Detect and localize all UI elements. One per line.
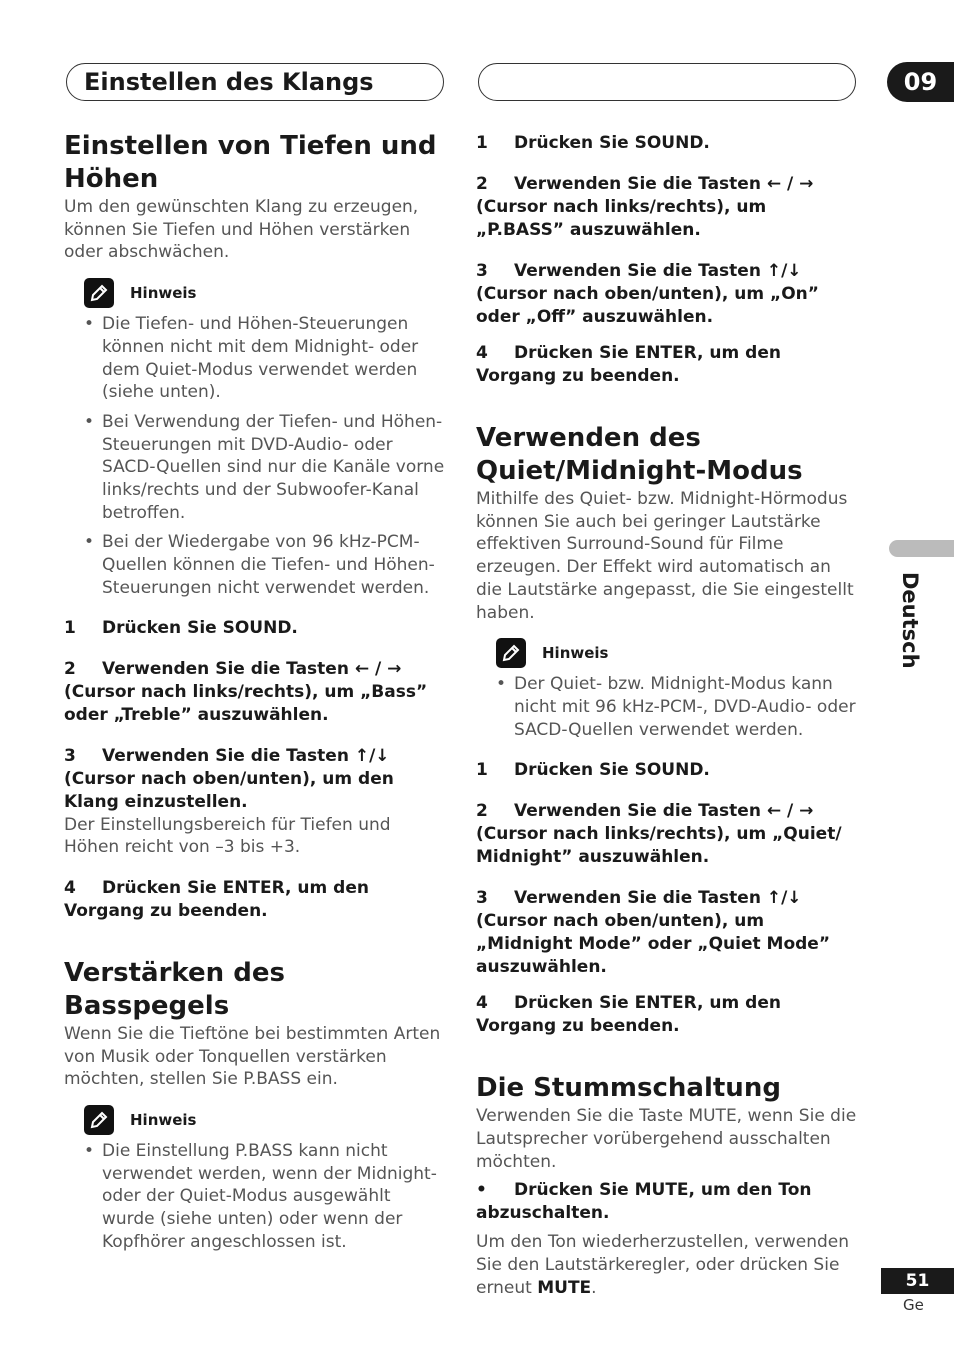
pbass-step-2 [476, 173, 858, 242]
step-number: 3 [476, 888, 488, 909]
note-header [84, 1105, 446, 1135]
pencil-note-icon [84, 1105, 114, 1135]
step-4 [64, 877, 446, 923]
step-number: 2 [476, 801, 488, 822]
step-text: Verwenden Sie die Tasten ↑/↓ (Cursor nach oben/unten), um „Midnight Mode” oder „Quiet Mode” auszuwählen. [476, 888, 830, 978]
note-item: • Bei der Wiedergabe von 96 kHz-PCM-Quellen können die Tiefen- und Höhen-Steuerungen nicht verwendet werden. [64, 531, 446, 599]
note-list [476, 673, 858, 741]
chapter-badge: 09 [887, 62, 954, 102]
language-label: Deutsch [898, 572, 922, 669]
section-intro: Verwenden Sie die Taste MUTE, wenn Sie die Lautsprecher vorübergehend ausschalten möchten. [476, 1106, 857, 1172]
note-list [64, 313, 446, 599]
note-label: Hinweis [542, 644, 609, 663]
note-header [496, 638, 858, 668]
mute-outro-text: Um den Ton wiederherzustellen, verwenden Sie den Lautstärkeregler, oder drücken Sie erneut [476, 1232, 849, 1298]
note-label: Hinweis [130, 1111, 197, 1130]
step-text: Drücken Sie SOUND. [514, 760, 710, 781]
step-1 [64, 617, 446, 640]
note-item: • Die Tiefen- und Höhen-Steuerungen können nicht mit dem Midnight- oder dem Quiet-Modus verwendet werden (siehe unten). [64, 313, 446, 404]
right-column [476, 132, 858, 1300]
quiet-step-2 [476, 800, 858, 869]
note-item: • Bei Verwendung der Tiefen- und Höhen-Steuerungen mit DVD-Audio- oder SACD-Quellen sind nur die Kanäle vorne links/rechts und der Subwoofer-Kanal betroffen. [64, 411, 446, 525]
mute-outro-end: . [591, 1277, 597, 1298]
section-intro: Wenn Sie die Tieftöne bei bestimmten Arten von Musik oder Tonquellen verstärken möchten, stellen Sie P.BASS ein. [64, 1023, 441, 1090]
mute-step [476, 1179, 858, 1225]
section-header-title: Einstellen des Klangs [84, 68, 374, 96]
step-text: Verwenden Sie die Tasten ← / → (Cursor nach links/rechts), um „Quiet/ Midnight” auszuwählen. [476, 801, 842, 868]
step-text: Drücken Sie ENTER, um den Vorgang zu beenden. [476, 993, 781, 1037]
section-intro: Um den gewünschten Klang zu erzeugen, können Sie Tiefen und Höhen verstärken oder abschwächen. [64, 197, 419, 263]
step-text: Verwenden Sie die Tasten ↑/↓ (Cursor nach oben/unten), um den Klang einzustellen. [64, 745, 394, 812]
page-language-code: Ge [903, 1296, 924, 1314]
pencil-note-icon [496, 638, 526, 668]
step-number: 4 [64, 877, 76, 898]
pbass-step-3 [476, 260, 858, 329]
step-text: Verwenden Sie die Tasten ← / → (Cursor nach links/rechts), um „Bass” oder „Treble” auszuwählen. [64, 658, 428, 725]
section-title-treble-bass: Einstellen von Tiefen und Höhen [64, 131, 437, 194]
step-number: 4 [476, 993, 488, 1014]
note-item: • Der Quiet- bzw. Midnight-Modus kann nicht mit 96 kHz-PCM-, DVD-Audio- oder SACD-Quellen verwendet werden. [476, 673, 858, 741]
step-number: 4 [476, 343, 488, 363]
section-intro: Mithilfe des Quiet- bzw. Midnight-Hörmodus können Sie auch bei geringer Lautstärke effektiven Surround-Sound für Filme erzeugen. Der Effekt wird automatisch an die Lautstärke angepasst, die Sie eingestellt haben. [476, 489, 854, 623]
quiet-step-4 [476, 992, 858, 1038]
quiet-step-3 [476, 887, 858, 979]
step-3-detail: Der Einstellungsbereich für Tiefen und Höhen reicht von –3 bis +3. [64, 814, 391, 858]
pbass-step-1 [476, 132, 858, 155]
section-title-mute: Die Stummschaltung [476, 1073, 781, 1104]
step-text: Verwenden Sie die Tasten ← / → (Cursor nach links/rechts), um „P.BASS” auszuwählen. [476, 174, 814, 240]
step-text: Drücken Sie MUTE, um den Ton abzuschalten. [476, 1180, 812, 1224]
section-title-quiet-midnight: Verwenden des Quiet/Midnight-Modus [476, 423, 803, 486]
note-header [84, 278, 446, 308]
step-text: Drücken Sie SOUND. [102, 617, 298, 638]
step-number: 3 [476, 261, 488, 281]
mute-outro [476, 1231, 858, 1299]
step-bullet: • [476, 1180, 487, 1201]
step-number: 1 [64, 617, 76, 638]
step-number: 2 [64, 658, 76, 679]
step-3 [64, 745, 446, 814]
step-text: Drücken Sie ENTER, um den Vorgang zu beenden. [64, 877, 369, 921]
step-number: 1 [476, 760, 488, 781]
pencil-note-icon [84, 278, 114, 308]
step-number: 2 [476, 174, 488, 194]
note-label: Hinweis [130, 284, 197, 303]
section-title-bass-boost: Verstärken des Basspegels [64, 957, 285, 1021]
step-text: Drücken Sie SOUND. [514, 133, 710, 153]
language-tab [889, 540, 954, 557]
page-number: 51 [881, 1268, 954, 1294]
header-right-frame [478, 63, 856, 101]
step-text: Drücken Sie ENTER, um den Vorgang zu beenden. [476, 343, 781, 386]
step-number: 3 [64, 745, 76, 766]
mute-key-label: MUTE [537, 1277, 592, 1298]
pbass-step-4 [476, 342, 858, 388]
note-list [64, 1140, 446, 1254]
step-number: 1 [476, 133, 488, 153]
step-2 [64, 658, 446, 727]
language-label-wrap [894, 572, 924, 672]
note-item: • Die Einstellung P.BASS kann nicht verwendet werden, wenn der Midnight- oder der Quiet-Modus ausgewählt wurde (siehe unten) oder wenn der Kopfhörer angeschlossen ist. [64, 1140, 446, 1254]
step-text: Verwenden Sie die Tasten ↑/↓ (Cursor nach oben/unten), um „On” oder „Off” auszuwählen. [476, 261, 819, 327]
quiet-step-1 [476, 759, 858, 782]
left-column [64, 130, 446, 1254]
